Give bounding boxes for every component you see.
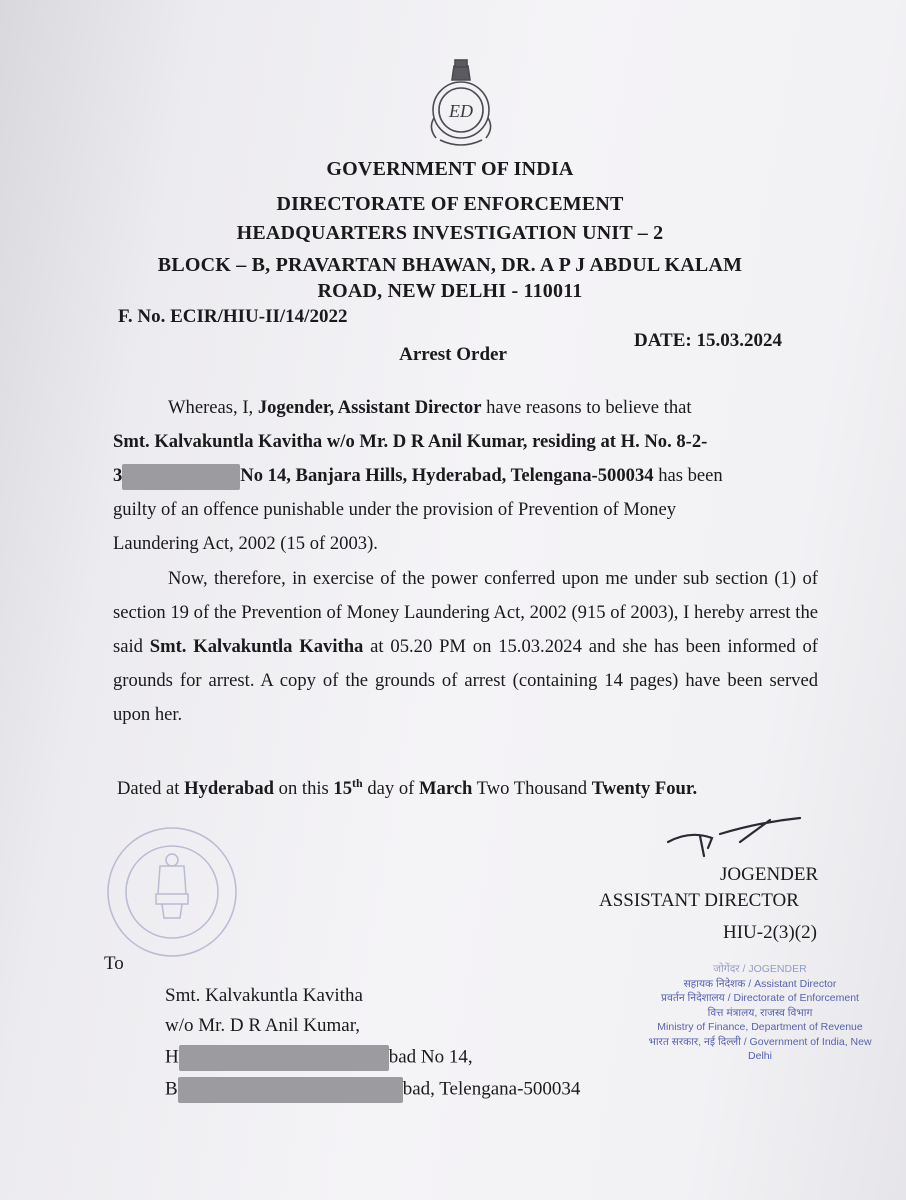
- paragraph-whereas: Whereas, I, Jogender, Assistant Director have reasons to believe that Smt. Kalvakuntla Kavitha w/o Mr. D R Anil Kumar, residing at H. No. 8-2- 3 No 14, Banjara Hills, Hyderabad, Telengana-500034 has been guilty of an offence punishable under the provision of Prevention of Money Laundering Act, 2002 (15 of 2003).: [113, 397, 723, 554]
- recipient-address-line1: H bad No 14,: [165, 1045, 473, 1071]
- header-government: GOVERNMENT OF INDIA: [326, 158, 574, 180]
- paragraph-arrest: Now, therefore, in exercise of the power conferred upon me under sub section (1) of section 19 of the Prevention of Money Laundering Act, 2002 (915 of 2003), I hereby arrest the said Smt. Kalvakuntla Kavitha at 05.20 PM on 15.03.2024 and she has been informed of grounds for arrest. A copy of the grounds of arrest (containing 14 pages) have been served upon her.: [113, 568, 818, 725]
- redacted-address: [178, 1077, 403, 1103]
- recipient-relation: w/o Mr. D R Anil Kumar,: [165, 1015, 361, 1036]
- svg-text:ED: ED: [449, 101, 473, 121]
- document-title: Arrest Order: [399, 344, 507, 365]
- enforcement-directorate-emblem: [420, 58, 502, 150]
- order-date: DATE: 15.03.2024: [634, 330, 782, 351]
- signatory-designation: ASSISTANT DIRECTOR: [599, 890, 799, 911]
- official-seal: [104, 822, 240, 962]
- header-address-line2: ROAD, NEW DELHI - 110011: [317, 280, 583, 302]
- redacted-address: [179, 1045, 389, 1071]
- recipient-name: Smt. Kalvakuntla Kavitha: [165, 985, 363, 1006]
- header-directorate: DIRECTORATE OF ENFORCEMENT: [276, 193, 624, 215]
- handwritten-signature: [660, 812, 810, 872]
- file-number: F. No. ECIR/HIU-II/14/2022: [118, 306, 348, 327]
- paragraph-dated: Dated at Hyderabad on this 15th day of March Two Thousand Twenty Four.: [117, 776, 698, 800]
- recipient-label: To: [104, 953, 124, 974]
- header-address-line1: BLOCK – B, PRAVARTAN BHAWAN, DR. A P J ABDUL KALAM: [157, 254, 743, 276]
- signatory-name: JOGENDER: [720, 864, 819, 885]
- recipient-address-line2: B bad, Telengana-500034: [165, 1077, 580, 1103]
- redacted-address: [122, 464, 240, 490]
- signatory-unit: HIU-2(3)(2): [723, 922, 817, 943]
- header-unit: HEADQUARTERS INVESTIGATION UNIT – 2: [236, 222, 664, 244]
- officer-stamp: जोगेंदर / JOGENDER सहायक निदेशक / Assistant Director प्रवर्तन निदेशालय / Directorate of Enforcement वित्त मंत्रालय, राजस्व विभाग Ministry of Finance, Department of Revenue भारत सरकार, नई दिल्ली / Government of India, New Delhi: [648, 963, 872, 1062]
